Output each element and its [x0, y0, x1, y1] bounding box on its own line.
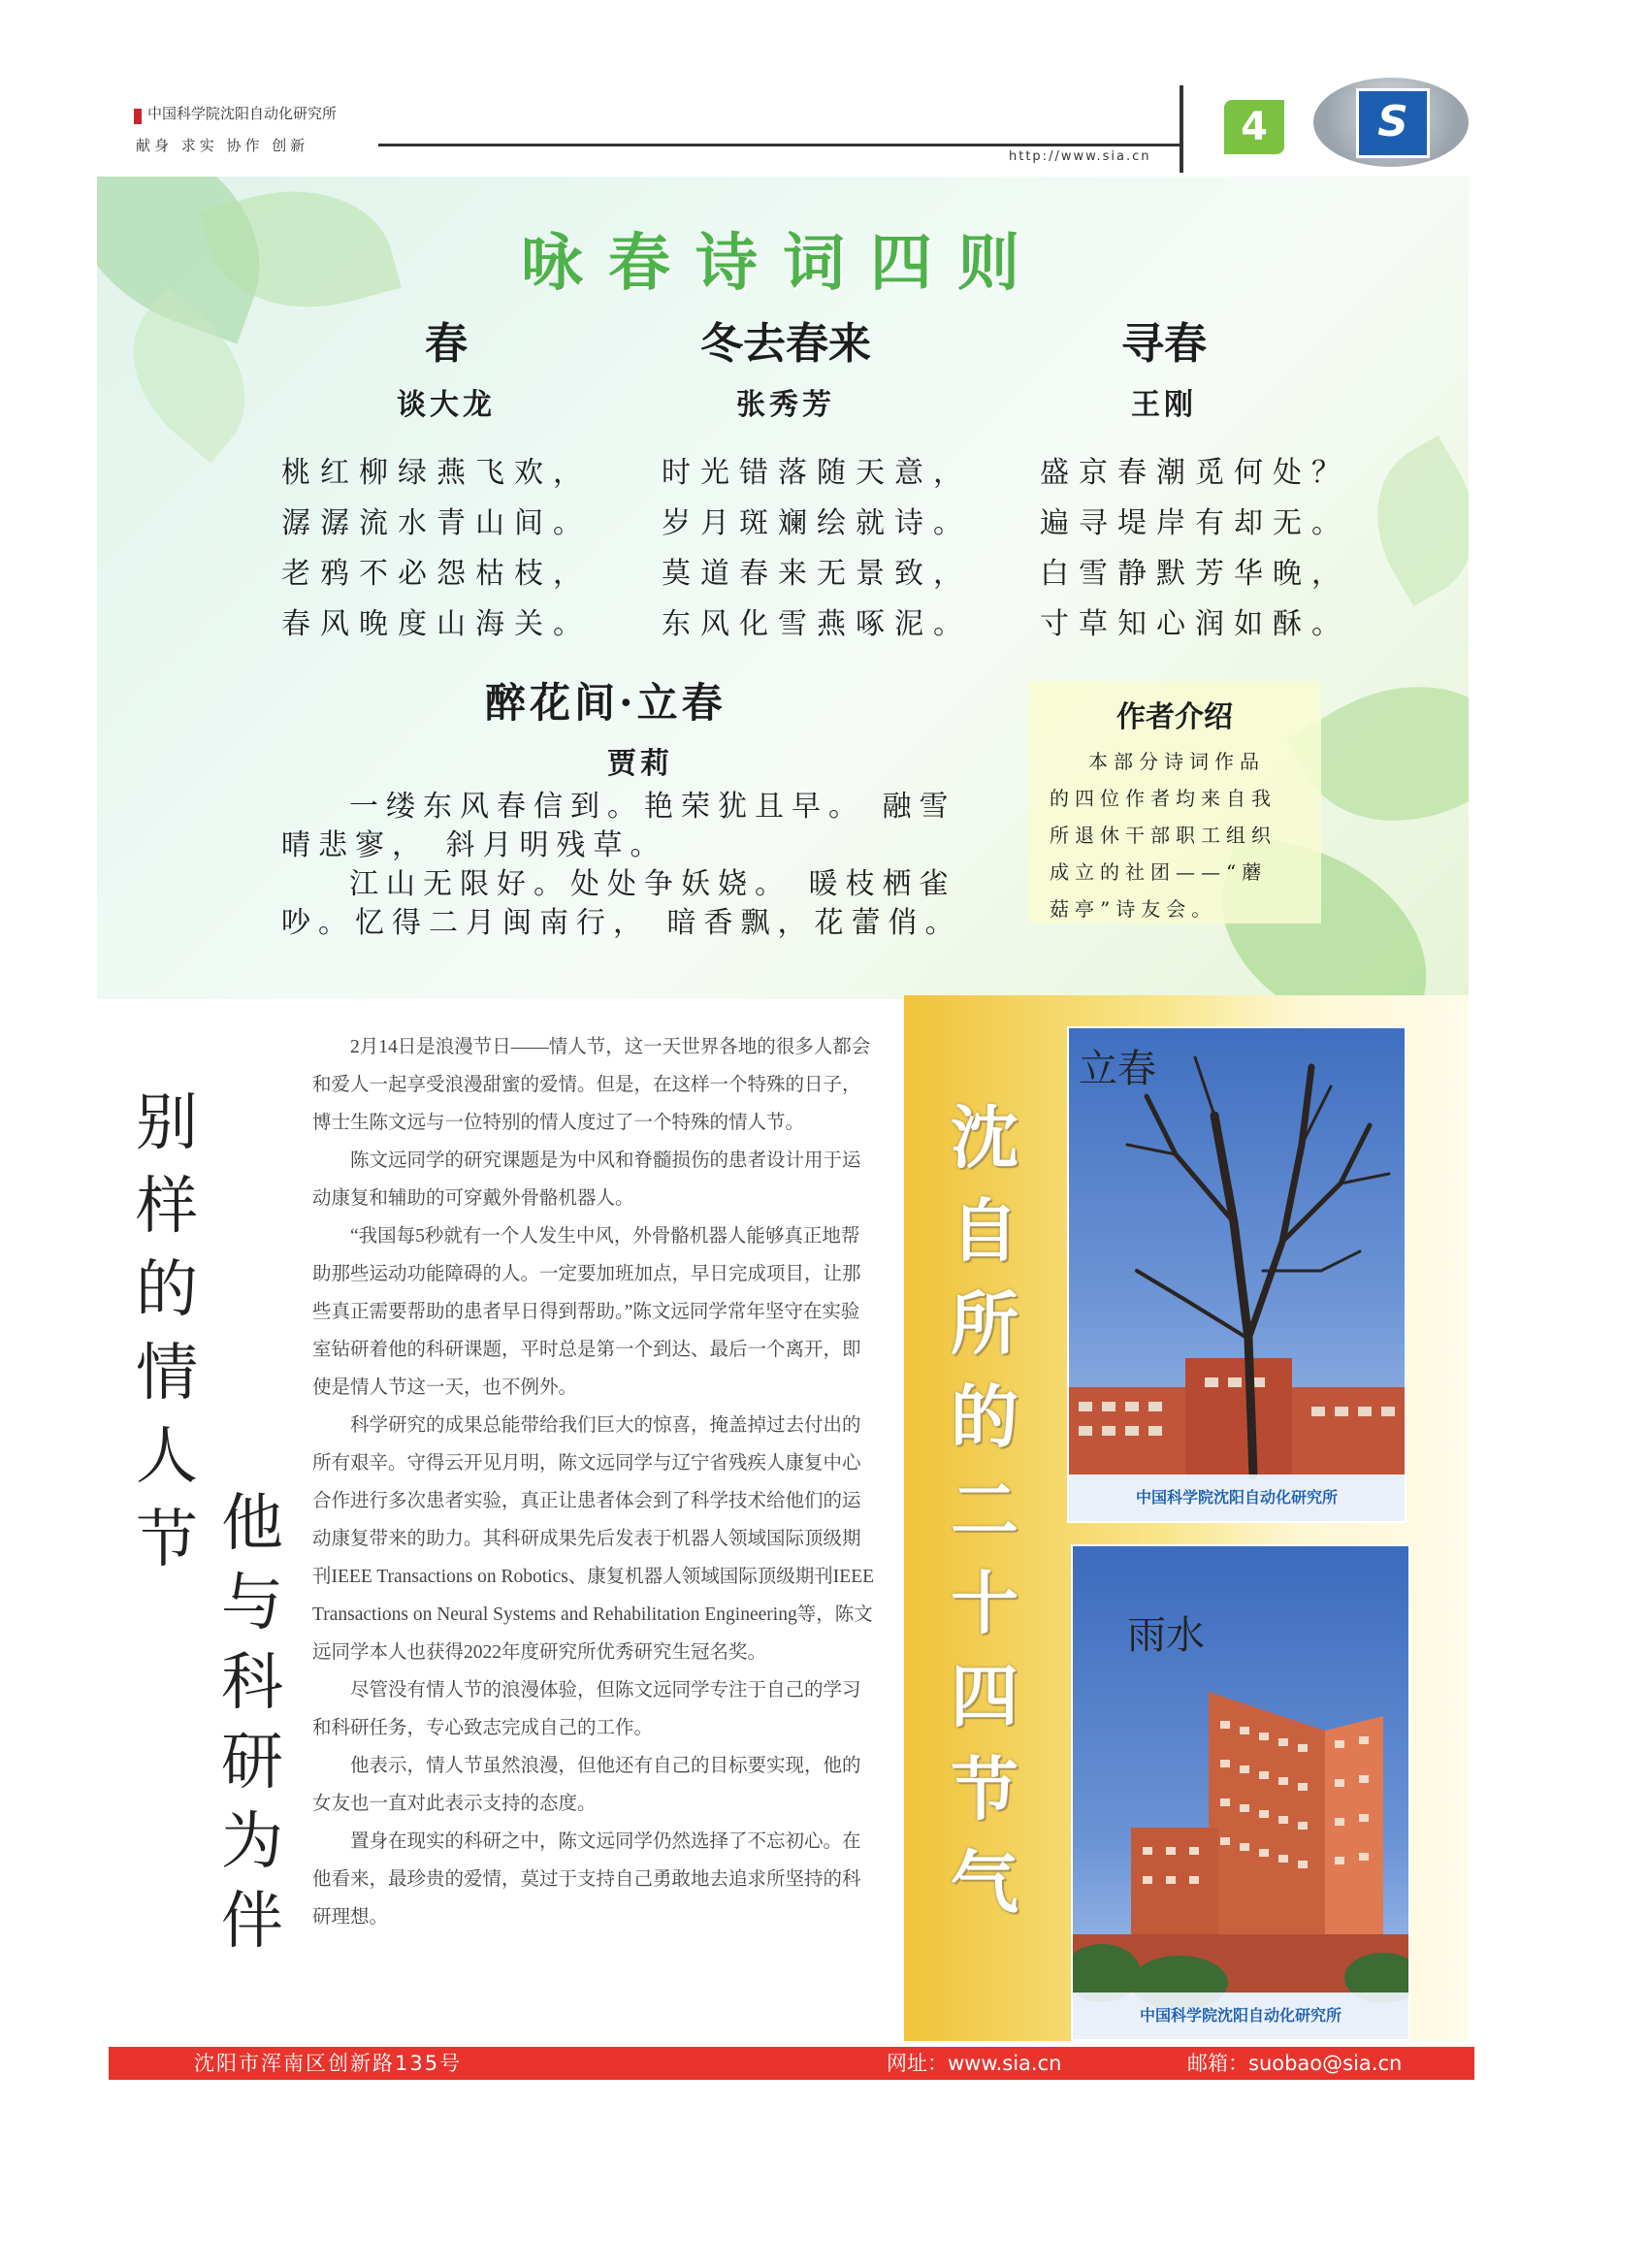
- poem-line: 盛京春潮觅何处？: [1040, 456, 1350, 490]
- footer-website[interactable]: 网址：www.sia.cn: [887, 2052, 1062, 2075]
- article-paragraph: “我国每5秒就有一个人发生中风，外骨骼机器人能够真正地帮助那些运动功能障碍的人。一定要加班加点，早日完成项目，让那些真正需要帮助的患者早日得到帮助。”陈文远同学常年坚守在实验室钻研着他的科研课题，平时总是第一个到达、最后一个离开，即使是情人节这一天，也不例外。: [312, 1226, 861, 1398]
- photo-lichun: [1067, 1026, 1406, 1523]
- ci-line: 一缕东风春信到。艳荣犹且早。 融雪: [349, 790, 956, 824]
- poem-author: 谈大龙: [397, 388, 496, 422]
- header-motto: 献身 求实 协作 创新: [136, 137, 309, 154]
- ci-author: 贾莉: [607, 747, 673, 781]
- author-intro-box: [1028, 681, 1321, 923]
- poem-body: [1040, 448, 1350, 650]
- poem-line: 老鸦不必怨枯枝，: [281, 557, 592, 591]
- building-illustration: [1073, 1546, 1408, 2039]
- poem-panel: [97, 177, 1469, 999]
- photo-caption: 立春: [1079, 1047, 1156, 1091]
- page-number-badge: 4: [1224, 100, 1284, 154]
- poem-line: 莫道春来无景致，: [662, 557, 972, 591]
- intro-line: 成立的社团——“蘑: [1050, 860, 1268, 884]
- poem-title: 寻春: [1121, 319, 1207, 369]
- photo-yushui: [1071, 1544, 1410, 2041]
- article-paragraph: 科学研究的成果总能带给我们巨大的惊喜，掩盖掉过去付出的所有艰辛。守得云开见月明，陈文远同学与辽宁省残疾人康复中心合作进行多次患者实验，真正让患者体会到了科学技术给他们的运动康复带来的助力。其科研成果先后发表于机器人领域国际顶级期刊IEEE Transactions on Robotics、康复机器人领域国际顶级期刊IEEE Transactions on Neural Systems and Rehabilitation Engineering等，陈文远同学本人也获得2022年度研究所优秀研究生冠名奖。: [312, 1415, 875, 1663]
- poem-author: 王刚: [1131, 388, 1197, 422]
- ci-title: 醉花间·立春: [485, 679, 727, 727]
- header-org-name: 中国科学院沈阳自动化研究所: [147, 105, 338, 122]
- header-accent-mark: [134, 109, 142, 124]
- header-divider: [1180, 85, 1183, 173]
- ci-line: 晴悲寥， 斜月明残草。: [281, 828, 667, 862]
- poem-line: 遍寻堤岸有却无。: [1040, 506, 1350, 540]
- author-intro-title: 作者介绍: [1116, 700, 1233, 734]
- leaf-decoration: [99, 288, 279, 464]
- ci-line: 江山无限好。处处争妖娆。 暖枝栖雀: [349, 867, 956, 901]
- article-title-part1: 别样的情人节: [136, 1087, 198, 1576]
- poem-line: 寸草知心润如酥。: [1040, 607, 1350, 641]
- header-url[interactable]: http://www.sia.cn: [1009, 149, 1151, 164]
- poem-line: 白雪静默芳华晚，: [1040, 557, 1350, 591]
- poem-body: [662, 448, 972, 650]
- footer-bar: [109, 2047, 1474, 2080]
- tree-and-building-illustration: [1069, 1028, 1405, 1521]
- poem-author: 张秀芳: [736, 388, 835, 422]
- solar-term-title: 沈自所的二十四节气: [951, 1098, 1018, 1923]
- poems-section-title: 咏春诗词四则: [521, 228, 1045, 300]
- intro-line: 所退休干部职工组织: [1050, 824, 1277, 847]
- institute-logo-icon: S: [1356, 88, 1430, 158]
- poem-body: [281, 448, 592, 650]
- photo-caption: 雨水: [1127, 1613, 1205, 1658]
- article-paragraph: 置身在现实的科研之中，陈文远同学仍然选择了不忘初心。在他看来，最珍贵的爱情，莫过于支持自己勇敢地去追求所坚持的科研理想。: [312, 1831, 861, 1928]
- article-paragraph: 陈文远同学的研究课题是为中风和脊髓损伤的患者设计用于运动康复和辅助的可穿戴外骨骼机器人。: [312, 1150, 861, 1209]
- article-paragraph: 2月14日是浪漫节日——情人节，这一天世界各地的很多人都会和爱人一起享受浪漫甜蜜的爱情。但是，在这样一个特殊的日子，博士生陈文远与一位特别的情人度过了一个特殊的情人节。: [312, 1037, 871, 1133]
- poem-line: 岁月斑斓绘就诗。: [662, 506, 972, 540]
- author-intro-text: [1028, 735, 1321, 927]
- header-rule: [378, 144, 1181, 146]
- poem-line: 桃红柳绿燕飞欢，: [281, 456, 592, 490]
- intro-line: 本部分诗词作品: [1088, 750, 1265, 773]
- poem-line: 春风晚度山海关。: [281, 607, 592, 641]
- footer-email[interactable]: 邮箱：suobao@sia.cn: [1187, 2052, 1403, 2075]
- intro-line: 菇亭”诗友会。: [1050, 897, 1217, 921]
- article-paragraph: 尽管没有情人节的浪漫体验，但陈文远同学专注于自己的学习和科研任务，专心致志完成自己的工作。: [312, 1680, 861, 1738]
- ci-line: 吵。忆得二月闽南行， 暗香飘，花蕾俏。: [281, 906, 962, 940]
- article-title-part2: 他与科研为伴: [221, 1488, 283, 1958]
- photo-logo-strip: 中国科学院沈阳自动化研究所: [1069, 1474, 1405, 1521]
- poem-title: 冬去春来: [700, 319, 871, 369]
- poem-line: 潺潺流水青山间。: [281, 506, 592, 540]
- poem-line: 东风化雪燕啄泥。: [662, 607, 972, 641]
- article-paragraph: 他表示，情人节虽然浪漫，但他还有自己的目标要实现，他的女友也一直对此表示支持的态度。: [312, 1756, 861, 1814]
- poem-line: 时光错落随天意，: [662, 456, 972, 490]
- leaf-decoration: [1345, 436, 1469, 606]
- ci-body: [281, 788, 1018, 943]
- photo-logo-strip: 中国科学院沈阳自动化研究所: [1073, 1993, 1408, 2039]
- intro-line: 的四位作者均来自我: [1050, 787, 1277, 810]
- poem-title: 春: [425, 319, 468, 369]
- article-body: [312, 1028, 875, 1936]
- footer-address: 沈阳市浑南区创新路135号: [194, 2052, 463, 2075]
